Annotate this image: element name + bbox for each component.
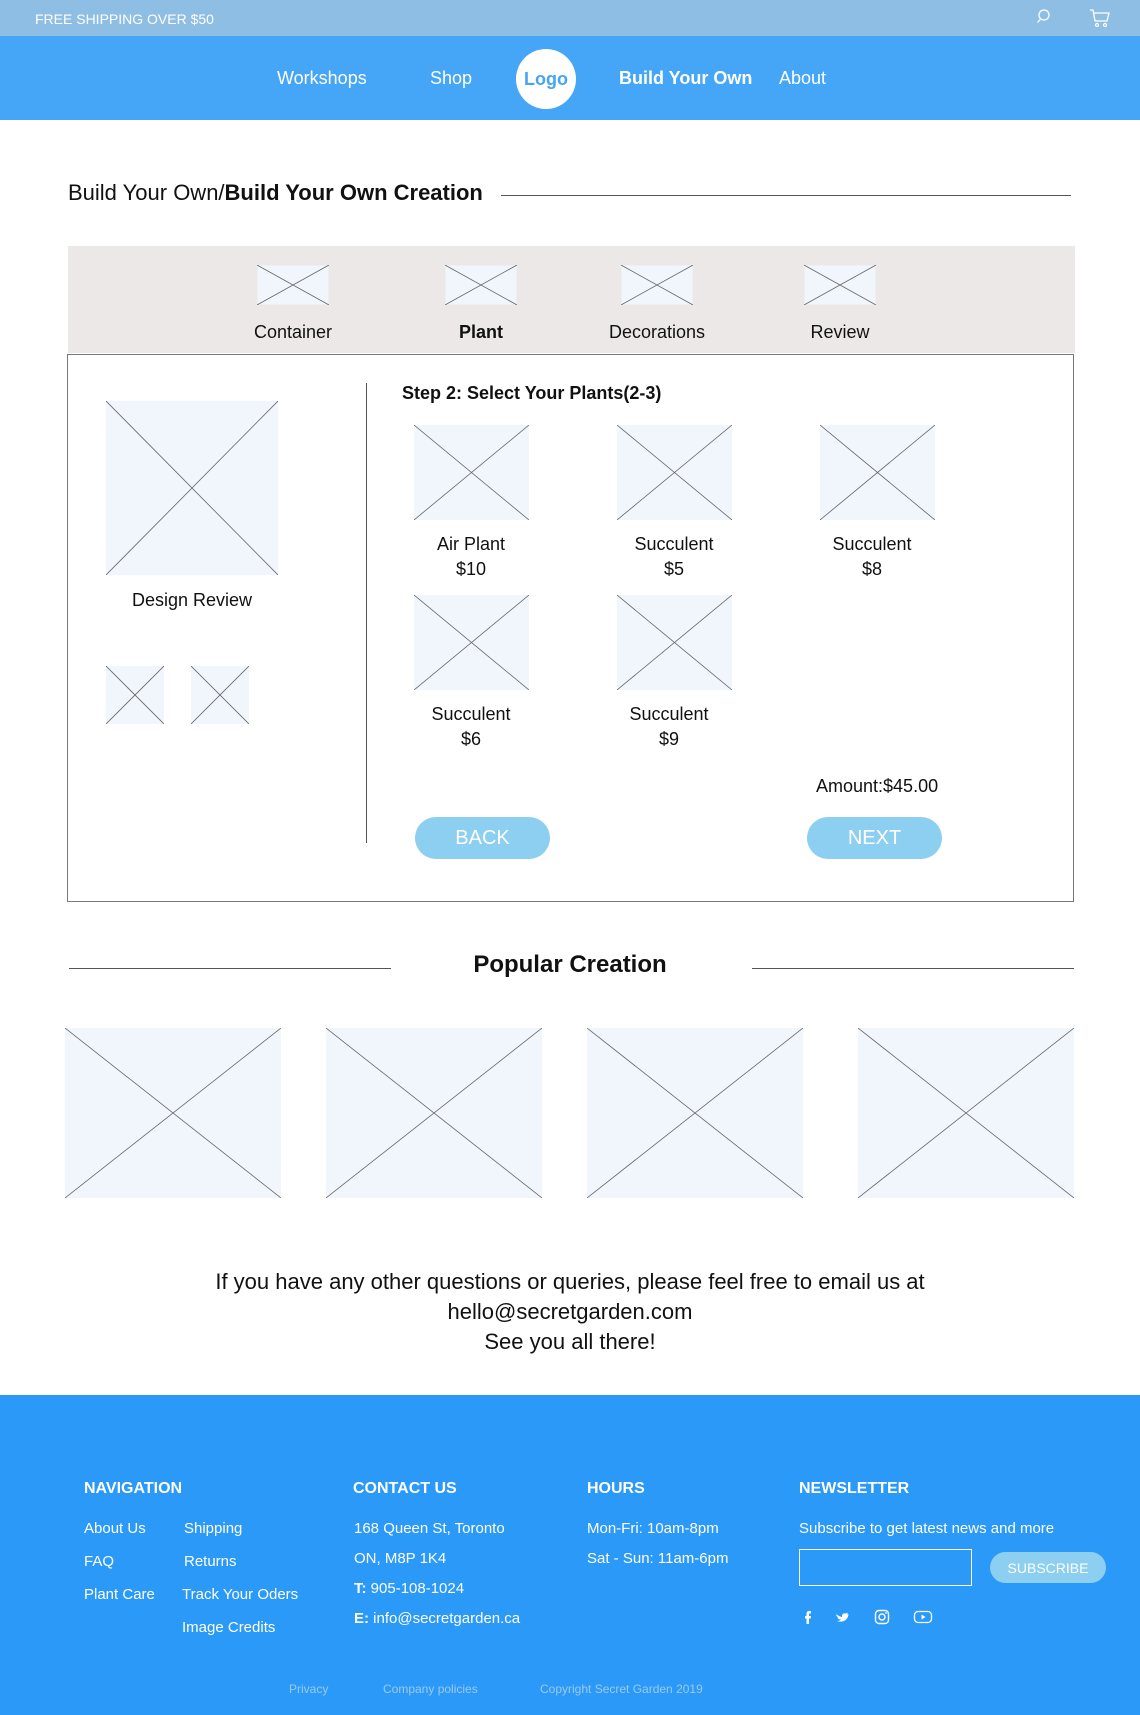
amount-total: Amount:$45.00 — [816, 776, 939, 796]
footer-link-about-us[interactable]: About Us — [84, 1520, 146, 1537]
decorations-step-image — [621, 265, 693, 305]
plant-name: Succulent — [832, 534, 912, 554]
breadcrumb — [68, 180, 483, 206]
breadcrumb-current: Build Your Own Creation — [224, 180, 483, 205]
footer-contact-heading: CONTACT US — [353, 1480, 457, 1497]
footer-address-line: 168 Queen St, Toronto — [354, 1520, 505, 1537]
tab-label-decorations: Decorations — [608, 322, 706, 342]
popular-creation-image[interactable] — [858, 1028, 1074, 1198]
nav-item-about[interactable]: About — [779, 68, 827, 88]
instagram-icon[interactable] — [873, 1608, 891, 1626]
plant-price: $5 — [663, 559, 685, 579]
plant-price: $10 — [455, 559, 487, 579]
plant-step-image — [445, 265, 517, 305]
cart-icon[interactable] — [1089, 7, 1111, 29]
copyright-text: Copyright Secret Garden 2019 — [540, 1682, 703, 1696]
nav-item-workshops[interactable]: Workshops — [277, 68, 367, 88]
back-button[interactable]: BACK — [415, 817, 550, 859]
footer-link-plant-care[interactable]: Plant Care — [84, 1586, 155, 1603]
phone-number: 905-108-1024 — [370, 1580, 465, 1597]
nav-item-shop[interactable]: Shop — [430, 68, 473, 88]
plant-name: Succulent — [634, 534, 714, 554]
plant-name: Air Plant — [436, 534, 506, 554]
plant-price: $6 — [460, 729, 482, 749]
popular-creation-image[interactable] — [326, 1028, 542, 1198]
newsletter-email-input[interactable] — [799, 1549, 972, 1586]
company-policies-link[interactable]: Company policies — [383, 1682, 478, 1696]
plant-option[interactable] — [802, 532, 942, 582]
plant-option[interactable] — [401, 532, 541, 582]
step-title: Step 2: Select Your Plants(2-3) — [402, 383, 662, 403]
footer-email — [354, 1610, 520, 1627]
tab-label-container: Container — [253, 322, 333, 342]
email-address[interactable]: info@secretgarden.ca — [373, 1610, 521, 1627]
popular-creation-title: Popular Creation — [473, 951, 667, 978]
footer-link-shipping[interactable]: Shipping — [184, 1520, 243, 1537]
breadcrumb-parent[interactable]: Build Your Own/ — [68, 180, 225, 205]
step-tabs — [68, 246, 1075, 353]
plant-option-image[interactable] — [414, 425, 529, 520]
footer-hours-line: Sat - Sun: 11am-6pm — [587, 1550, 729, 1567]
phone-label: T: — [354, 1580, 367, 1597]
contact-email-link[interactable]: hello@secretgarden.com — [447, 1299, 693, 1324]
footer-hours-heading: HOURS — [587, 1480, 645, 1497]
design-thumbnail[interactable] — [191, 666, 249, 724]
main-nav — [0, 36, 1140, 120]
search-icon[interactable] — [1034, 7, 1056, 29]
facebook-icon[interactable] — [799, 1608, 817, 1626]
design-thumbnail[interactable] — [106, 666, 164, 724]
plant-option-image[interactable] — [414, 595, 529, 690]
popular-creation-image[interactable] — [587, 1028, 803, 1198]
review-step-image — [804, 265, 876, 305]
footer-link-track-orders[interactable]: Track Your Oders — [182, 1586, 299, 1603]
footer-address-line: ON, M8P 1K4 — [354, 1550, 447, 1567]
plant-price: $8 — [861, 559, 883, 579]
plant-option-image[interactable] — [820, 425, 935, 520]
tab-container[interactable] — [233, 246, 353, 343]
design-review-label: Design Review — [131, 590, 253, 610]
free-shipping-text: FREE SHIPPING OVER $50 — [35, 11, 214, 27]
tab-review[interactable] — [780, 246, 900, 343]
plant-name: Succulent — [629, 704, 709, 724]
plant-name: Succulent — [431, 704, 511, 724]
design-preview-image — [106, 401, 278, 575]
panel-divider — [366, 383, 367, 843]
subscribe-button[interactable]: SUBSCRIBE — [990, 1552, 1106, 1583]
top-bar — [0, 0, 1140, 36]
footer-nav-heading: NAVIGATION — [84, 1480, 183, 1497]
contact-message — [0, 1267, 1140, 1357]
plant-price: $9 — [658, 729, 680, 749]
plant-option[interactable] — [604, 532, 744, 582]
tab-label-review: Review — [810, 322, 870, 342]
newsletter-text: Subscribe to get latest news and more — [799, 1520, 1055, 1537]
tab-plant[interactable] — [421, 246, 541, 343]
contact-line: See you all there! — [484, 1329, 656, 1354]
nav-item-build-your-own[interactable]: Build Your Own — [619, 68, 753, 88]
logo[interactable]: Logo — [516, 49, 576, 109]
footer-link-faq[interactable]: FAQ — [84, 1553, 115, 1570]
footer-hours-line: Mon-Fri: 10am-8pm — [587, 1520, 719, 1537]
next-button[interactable]: NEXT — [807, 817, 942, 859]
breadcrumb-divider — [501, 195, 1071, 196]
footer-newsletter-heading: NEWSLETTER — [799, 1480, 910, 1497]
footer-link-image-credits[interactable]: Image Credits — [182, 1619, 276, 1636]
footer-phone — [354, 1580, 464, 1597]
footer — [0, 1395, 1140, 1715]
plant-option[interactable] — [401, 702, 541, 752]
youtube-icon[interactable] — [913, 1608, 931, 1626]
plant-option-image[interactable] — [617, 595, 732, 690]
email-label: E: — [354, 1610, 369, 1627]
container-step-image — [257, 265, 329, 305]
twitter-icon[interactable] — [833, 1608, 851, 1626]
tab-label-plant: Plant — [458, 322, 503, 342]
privacy-link[interactable]: Privacy — [289, 1682, 329, 1696]
plant-option[interactable] — [599, 702, 739, 752]
footer-link-returns[interactable]: Returns — [184, 1553, 237, 1570]
plant-option-image[interactable] — [617, 425, 732, 520]
contact-line: If you have any other questions or queries, please feel free to email us at — [215, 1269, 925, 1294]
tab-decorations[interactable] — [597, 246, 717, 343]
popular-creation-image[interactable] — [65, 1028, 281, 1198]
